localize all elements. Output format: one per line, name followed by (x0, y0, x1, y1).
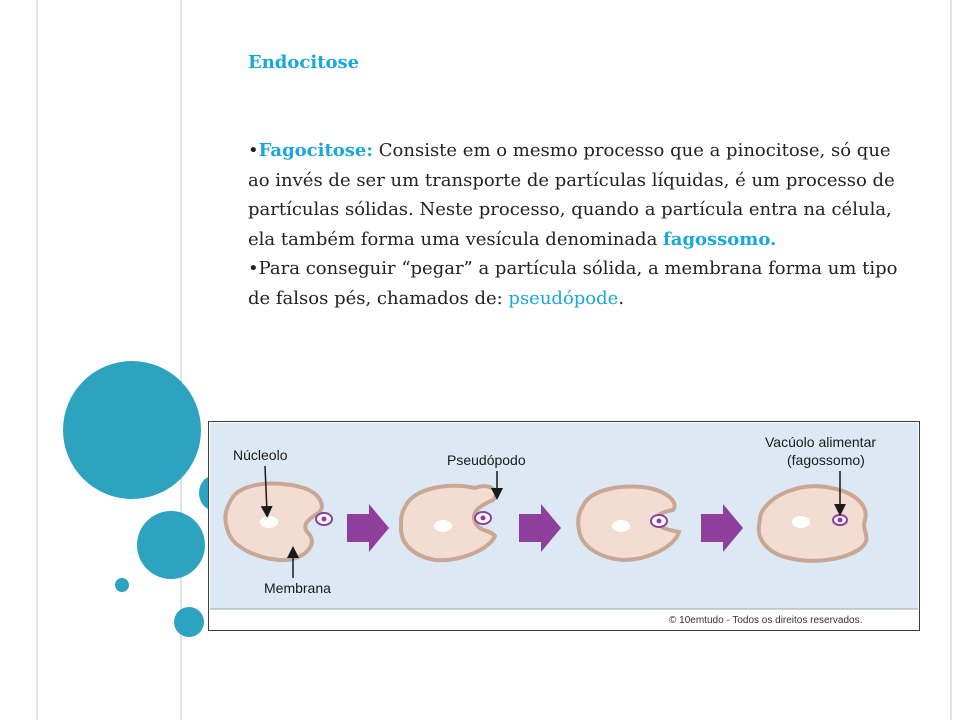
cell-stage-4 (759, 486, 867, 561)
bullet-text: Para conseguir “pegar” a partícula sólida, a membrana forma um tipo de falsos pés, chamados de: (248, 258, 898, 309)
decor-circle-large (63, 361, 201, 499)
bullet-pseudopode: •Para conseguir “pegar” a partícula sólida, a membrana forma um tipo de falsos pés, chamados de: pseudópode. (248, 258, 898, 309)
bullet-tail: . (618, 287, 625, 309)
phagocytosis-figure (208, 421, 920, 631)
decor-vertical-line-left (36, 0, 38, 720)
label-pseudopodo: Pseudópodo (447, 452, 526, 468)
label-fagossomo: (fagossomo) (787, 452, 865, 468)
cell-stage-2 (401, 486, 496, 560)
term-fagocitose: Fagocitose: (258, 140, 374, 161)
decor-circle-dot (115, 578, 129, 592)
decor-circle-medium (137, 511, 205, 579)
bullet-text: Consiste em o mesmo processo que a pinocitose, só que ao invés de ser um transporte de partículas líquidas, é um processo de partículas sólidas. Neste processo, quando a partícula entra na célula, ela também forma uma vesícula denominada (248, 140, 895, 250)
term-pseudopode: pseudópode (508, 287, 619, 309)
label-membrana: Membrana (264, 580, 331, 596)
bullet-fagocitose: •Fagocitose: Consiste em o mesmo processo que a pinocitose, só que ao invés de ser um transporte de partículas líquidas, é um processo de partículas sólidas. Neste processo, quando a partícula entra na célula, ela também forma uma vesícula denominada fagossomo. (248, 140, 895, 250)
decor-circle-small (174, 607, 204, 637)
decor-vertical-line-right (950, 0, 952, 720)
term-fagossomo: fagossomo. (663, 228, 777, 250)
slide-title: Endocitose (248, 52, 360, 73)
figure-copyright: © 10emtudo - Todos os direitos reservados. (669, 615, 863, 626)
cell-stage-3 (578, 487, 679, 560)
label-nucleolo: Núcleolo (233, 447, 288, 463)
nucleolus-icon (260, 516, 278, 528)
phagocytosis-diagram (209, 422, 919, 630)
slide-body (248, 136, 908, 313)
label-vacuolo-alimentar: Vacúolo alimentar (765, 434, 877, 450)
